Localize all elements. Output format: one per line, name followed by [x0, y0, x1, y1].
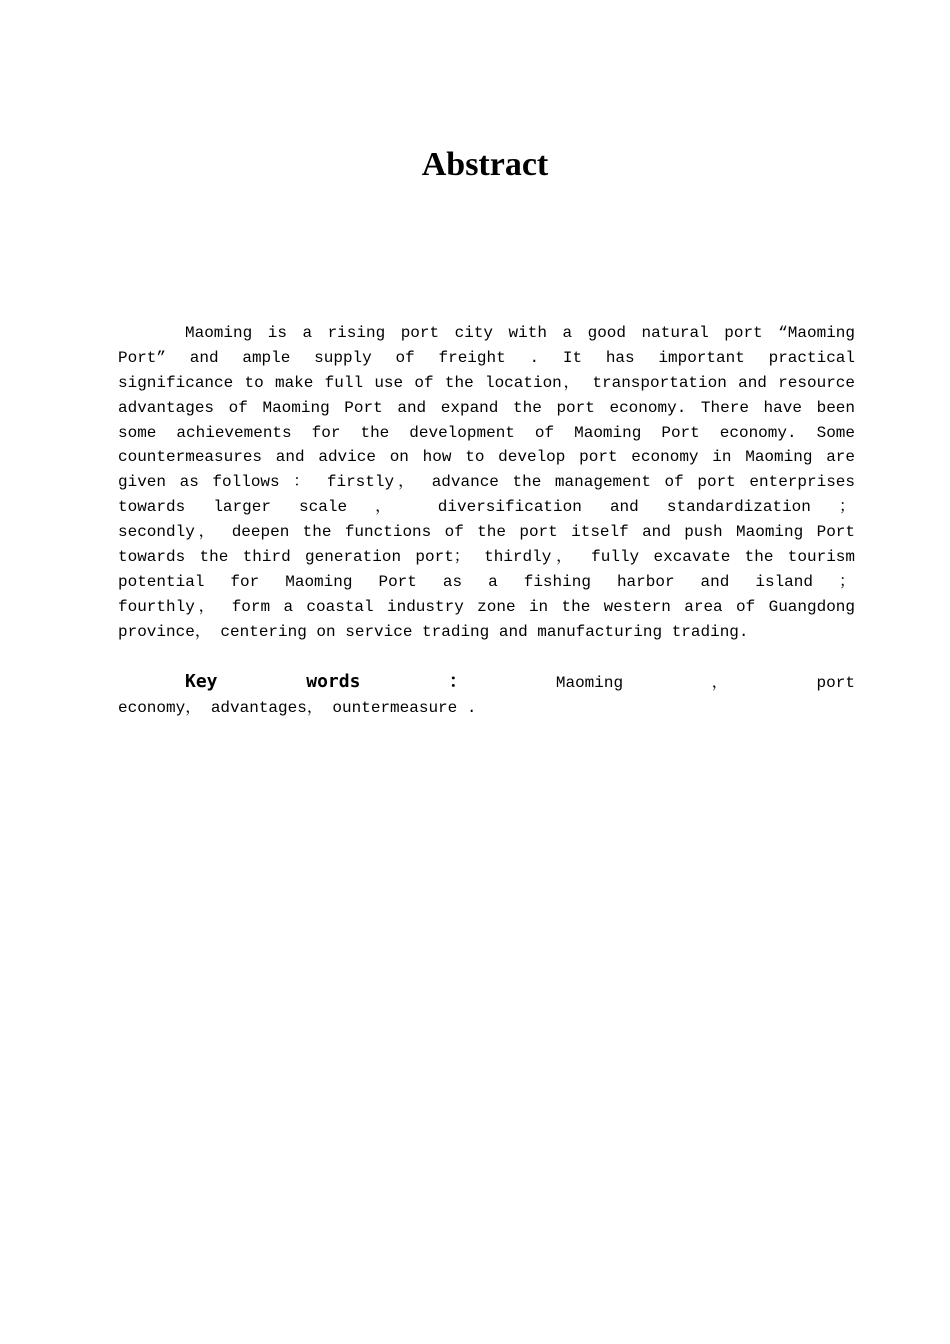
abstract-line: some achievements for the development of Maoming Port economy. Some	[118, 423, 855, 442]
keyword-separator: ，	[711, 674, 728, 692]
keywords-label-key: Key	[185, 671, 218, 692]
abstract-line: towards the third generation port； thirdly， fully excavate the tourism	[118, 548, 855, 567]
keywords-continuation-line: economy， advantages， ountermeasure .	[118, 699, 477, 717]
abstract-line: given as follows ： firstly， advance the management of port enterprises	[118, 473, 855, 492]
abstract-line: potential for Maoming Port as a fishing harbor and island ；	[118, 572, 855, 591]
abstract-line: advantages of Maoming Port and expand the port economy. There have been	[118, 398, 855, 417]
keyword-item: port	[816, 674, 855, 692]
abstract-line: Maoming is a rising port city with a good natural port “Maoming	[185, 324, 855, 342]
abstract-line: significance to make full use of the location， transportation and resource	[118, 373, 855, 392]
abstract-paragraph	[118, 321, 855, 645]
abstract-line: province， centering on service trading and manufacturing trading.	[118, 622, 749, 641]
keyword-item: Maoming	[555, 674, 624, 692]
page-title: Abstract	[421, 146, 549, 183]
abstract-line: fourthly， form a coastal industry zone in the western area of Guangdong	[118, 597, 855, 616]
abstract-line: secondly， deepen the functions of the port itself and push Maoming Port	[118, 523, 855, 542]
keywords-label-colon: ：	[449, 671, 468, 692]
keywords-section	[118, 670, 855, 721]
abstract-line: Port” and ample supply of freight . It has important practical	[118, 348, 855, 367]
keywords-line	[118, 670, 855, 696]
abstract-line: countermeasures and advice on how to develop port economy in Maoming are	[118, 448, 855, 467]
keywords-label-words: words	[306, 671, 361, 692]
abstract-line: towards larger scale ， diversification and standardization ；	[118, 498, 855, 517]
